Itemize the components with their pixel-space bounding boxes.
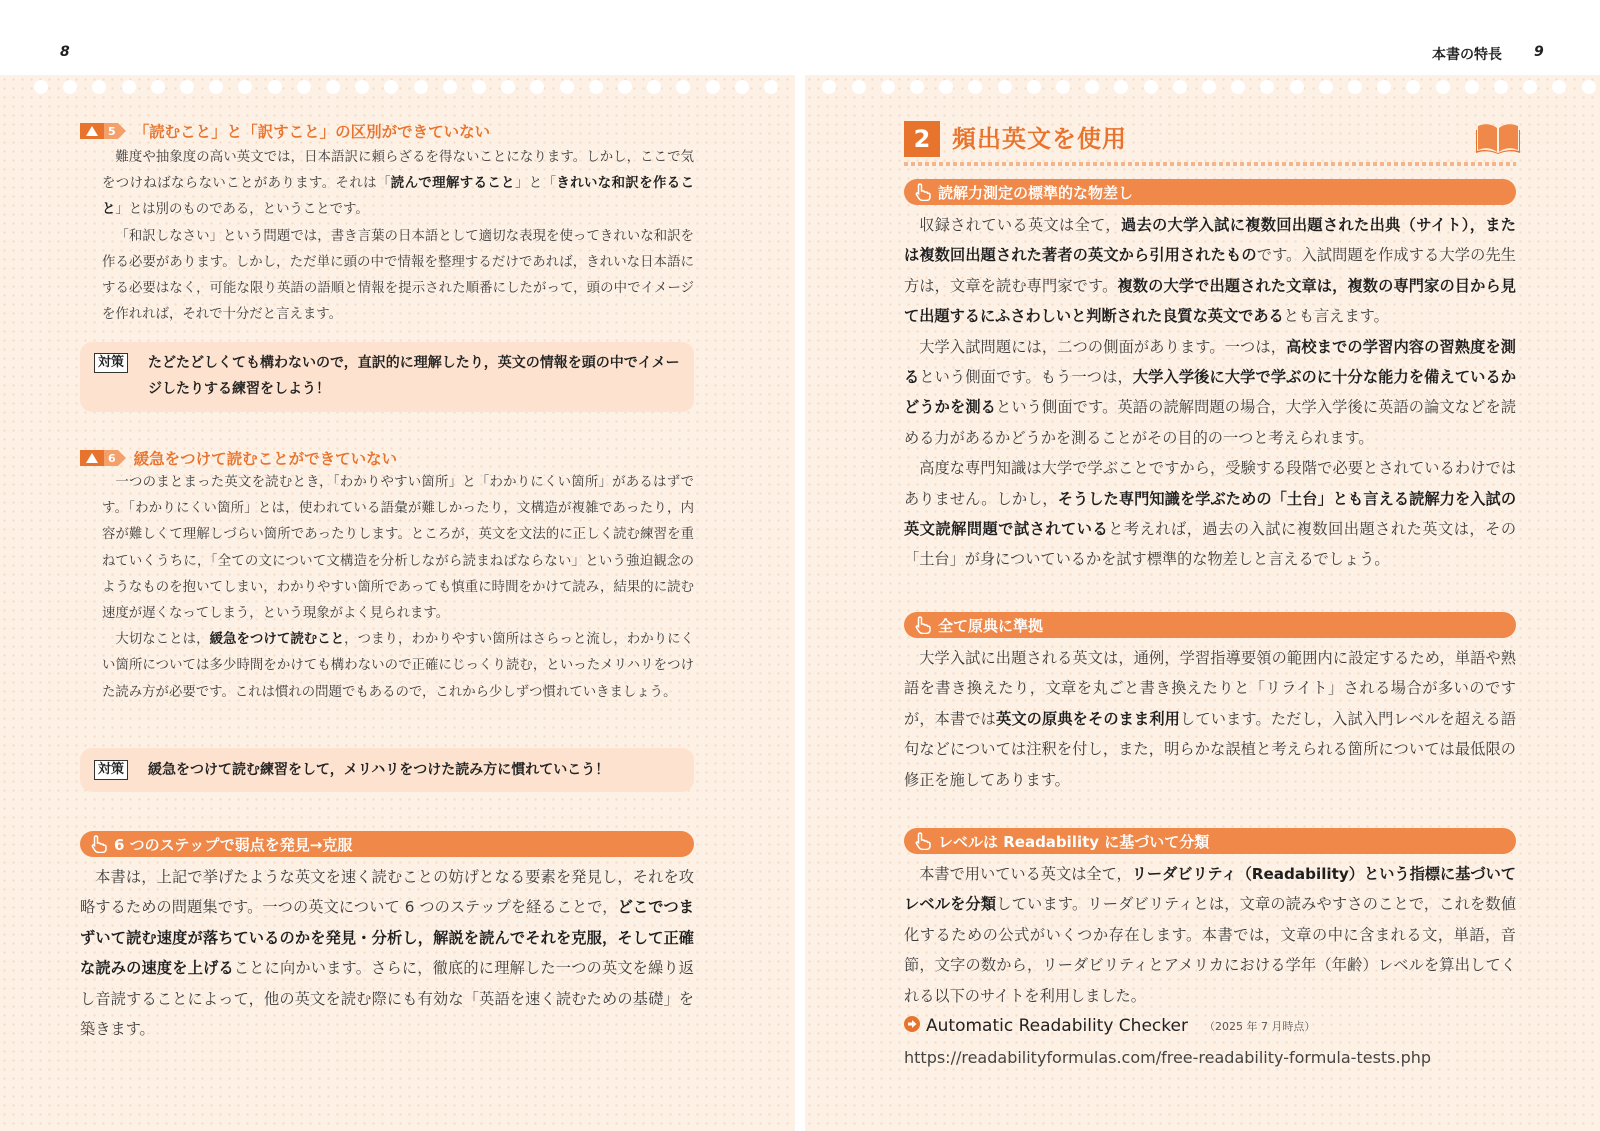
punch-hole	[1319, 80, 1333, 94]
w5-paragraph-2: 「和訳しなさい」という問題では，書き言葉の日本語として適切な表現を使ってきれいな和訳を作る必要があります。しかし，ただ単に頭の中で情報を整理するだけであれば，きれいな日本語にする必要はなく，可能な限り英語の語順と情報を提示された順番にしたがって，頭の中でイメージを作れれば，それで十分だと言えます。	[102, 228, 694, 323]
subheading-title: 読解力測定の標準的な物差し	[938, 183, 1134, 202]
punch-hole	[1260, 80, 1274, 94]
w6-body	[102, 470, 694, 706]
punch-hole	[822, 80, 836, 94]
warning-triangle-icon	[80, 450, 104, 466]
punch-hole	[384, 80, 398, 94]
section-rule	[904, 162, 1516, 166]
punch-hole	[1436, 80, 1450, 94]
w5-body	[102, 145, 694, 328]
punch-hole	[1348, 80, 1362, 94]
subheading-bar-1	[904, 179, 1516, 205]
punch-hole	[706, 80, 720, 94]
warning-badge	[80, 123, 126, 139]
warning-badge	[80, 450, 126, 466]
punch-hole	[589, 80, 603, 94]
warning-heading-6	[80, 447, 397, 469]
w5-paragraph-1: 難度や抽象度の高い英文では，日本語訳に頼らざるを得ないことになります。しかし，ここで気をつけねばならないことがあります。それは「読んで理解すること」と「きれいな和訳を作ること」とは別のものである，ということです。	[102, 150, 694, 218]
running-head: 本書の特長	[1432, 47, 1502, 63]
punch-hole	[647, 80, 661, 94]
punch-hole	[939, 80, 953, 94]
punch-hole	[180, 80, 194, 94]
punch-hole	[1114, 80, 1128, 94]
punch-hole	[297, 80, 311, 94]
punch-hole	[151, 80, 165, 94]
s2-paragraph: 大学入試に出題される英文は，通例，学習指導要領の範囲内に設定するため，単語や熟語を書き換えたり，文章を丸ごと書き換えたりと「リライト」される場合が多いのですが，本書では英文の原典をそのまま利用しています。ただし，入試入門レベルを超える語句などについては注釈を付し，また，明らかな誤植と考えられる箇所については最低限の修正を施してあります。	[904, 649, 1517, 789]
s2-body	[904, 643, 1516, 795]
punch-hole	[1465, 80, 1479, 94]
punch-hole	[1582, 80, 1596, 94]
pointing-hand-icon	[90, 835, 108, 853]
pointing-hand-icon	[914, 832, 932, 850]
punch-hole	[1290, 80, 1304, 94]
link-site-name: Automatic Readability Checker	[926, 1016, 1188, 1036]
s1-paragraph-1: 収録されている英文は全て，過去の大学入試に複数回出題された出典（サイト），または複数回出題された著者の英文から引用されたものです。入試問題を作成する大学の先生方は，文章を読む専門家です。複数の大学で出題された文章は，複数の専門家の目から見て出題するにふさわしいと判断された良質な英文であるとも言えます。	[904, 216, 1516, 326]
punch-hole	[676, 80, 690, 94]
punch-holes	[0, 80, 1600, 96]
gutter	[795, 75, 805, 1131]
s1-body	[904, 210, 1516, 575]
punch-hole	[998, 80, 1012, 94]
punch-hole	[881, 80, 895, 94]
punch-hole	[735, 80, 749, 94]
punch-hole	[355, 80, 369, 94]
subheading-bar-3	[904, 828, 1516, 854]
s3-body	[904, 859, 1516, 1011]
punch-hole	[326, 80, 340, 94]
punch-hole	[1406, 80, 1420, 94]
page-number-right: 9	[1534, 44, 1544, 60]
open-book-icon	[1476, 122, 1520, 158]
arrow-circle-icon	[904, 1016, 920, 1036]
s1-paragraph-2: 大学入試問題には，二つの側面があります。一つは，高校までの学習内容の習熟度を測るという側面です。もう一つは，大学入学後に大学で学ぶのに十分な能力を備えているかどうかを測るという側面です。英語の読解問題の場合，大学入学後に英語の論文などを読める力があるかどうかを測ることがその目的の一つと考えられます。	[904, 337, 1517, 447]
punch-hole	[268, 80, 282, 94]
pointing-hand-icon	[914, 183, 932, 201]
punch-hole	[63, 80, 77, 94]
punch-hole	[1027, 80, 1041, 94]
steps-body	[80, 862, 694, 1044]
tip-text: 緩急をつけて読む練習をして，メリハリをつけた読み方に慣れていこう！	[148, 762, 610, 778]
section-number: 2	[904, 121, 940, 157]
punch-hole	[501, 80, 515, 94]
warning-number: 6	[104, 450, 118, 466]
punch-hole	[238, 80, 252, 94]
top-margin	[0, 0, 1600, 75]
punch-hole	[560, 80, 574, 94]
punch-hole	[764, 80, 778, 94]
punch-hole	[1144, 80, 1158, 94]
punch-hole	[122, 80, 136, 94]
w6-paragraph-2: 大切なことは，緩急をつけて読むこと，つまり，わかりやすい箇所はさらっと流し，わかりにくい箇所については多少時間をかけても構わないので正確にじっくり読む，といったメリハリをつけた読み方が必要です。これは慣れの問題でもあるので，これから少しずつ慣れていきましょう。	[102, 632, 695, 700]
punch-hole	[968, 80, 982, 94]
link-date: （2025 年 7 月時点）	[1203, 1020, 1316, 1033]
tip-label: 対策	[94, 353, 128, 373]
subheading-title: レベルは Readability に基づいて分類	[938, 832, 1210, 851]
subheading-bar-steps	[80, 831, 694, 857]
punch-hole	[34, 80, 48, 94]
punch-hole	[530, 80, 544, 94]
s1-paragraph-3: 高度な専門知識は大学で学ぶことですから，受験する段階で必要とされているわけではありません。しかし，そうした専門知識を学ぶための「土台」とも言える読解力を入試の英文読解問題で試されていると考えれば，過去の入試に複数回出題された英文は，その「土台」が身についているかを試す標準的な物差しと言えるでしょう。	[904, 459, 1517, 569]
s3-paragraph: 本書で用いている英文は全て，リーダビリティ（Readability）という指標に基づいてレベルを分類しています。リーダビリティとは，文章の読みやすさのことで，これを数値化するための公式がいくつか存在します。本書では，文章の中に含まれる文，単語，音節，文字の数から，リーダビリティとアメリカにおける学年（年齢）レベルを算出してくれる以下のサイトを利用しました。	[904, 865, 1517, 1005]
tip-text: たどたどしくても構わないので，直訳的に理解したり，英文の情報を頭の中でイメージしたりする練習をしよう！	[148, 355, 680, 397]
punch-hole	[1377, 80, 1391, 94]
punch-hole	[92, 80, 106, 94]
punch-hole	[1056, 80, 1070, 94]
site-url[interactable]: https://readabilityformulas.com/free-readability-formula-tests.php	[904, 1048, 1432, 1067]
punch-hole	[1085, 80, 1099, 94]
punch-hole	[443, 80, 457, 94]
punch-hole	[209, 80, 223, 94]
subheading-title: 全て原典に準拠	[938, 616, 1044, 635]
punch-hole	[1494, 80, 1508, 94]
link-heading	[904, 1016, 1315, 1036]
pointing-hand-icon	[914, 616, 932, 634]
punch-hole	[1202, 80, 1216, 94]
w6-paragraph-1: 一つのまとまった英文を読むとき，「わかりやすい箇所」と「わかりにくい箇所」があるはずです。「わかりにくい箇所」とは，使われている語彙が難しかったり，文構造が複雑であったり，内容が難しくて理解しづらい箇所であったりします。ところが，英文を文法的に正しく読む練習を重ねていくうちに，「全ての文について文構造を分析しながら読まねばならない」という強迫観念のようなものを抱いてしまい，わかりやすい箇所であっても慎重に時間をかけて読み，結果的に読む速度が遅くなってしまう，という現象がよく見られます。	[102, 475, 694, 622]
punch-hole	[1231, 80, 1245, 94]
warning-title: 緩急をつけて読むことができていない	[133, 450, 398, 468]
punch-hole	[618, 80, 632, 94]
subheading-bar-2	[904, 612, 1516, 638]
warning-number: 5	[104, 123, 118, 139]
steps-paragraph: 本書は，上記で挙げたような英文を速く読むことの妨げとなる要素を発見し，それを攻略するための問題集です。一つの英文について 6 つのステップを経ることで，どこでつまずいて読む速度が落ちているのかを発見・分析し，解説を読んでそれを克服，そして正確な読みの速度を上げることに向かいます。さらに，徹底的に理解した一つの英文を繰り返し音読することによって，他の英文を読む際にも有効な「英語を速く読むための基礎」を築きます。	[80, 868, 694, 1039]
warning-title: 「読むこと」と「訳すこと」の区別ができていない	[133, 123, 491, 141]
punch-hole	[1523, 80, 1537, 94]
punch-hole	[1173, 80, 1187, 94]
punch-hole	[852, 80, 866, 94]
subheading-title: 6 つのステップで弱点を発見→克服	[114, 835, 353, 854]
warning-triangle-icon	[80, 123, 104, 139]
punch-hole	[414, 80, 428, 94]
page-number-left: 8	[60, 44, 70, 60]
tip-label: 対策	[94, 760, 128, 780]
section-title: 頻出英文を使用	[952, 125, 1127, 153]
punch-hole	[472, 80, 486, 94]
warning-heading-5	[80, 120, 490, 142]
punch-hole	[910, 80, 924, 94]
punch-hole	[1552, 80, 1566, 94]
